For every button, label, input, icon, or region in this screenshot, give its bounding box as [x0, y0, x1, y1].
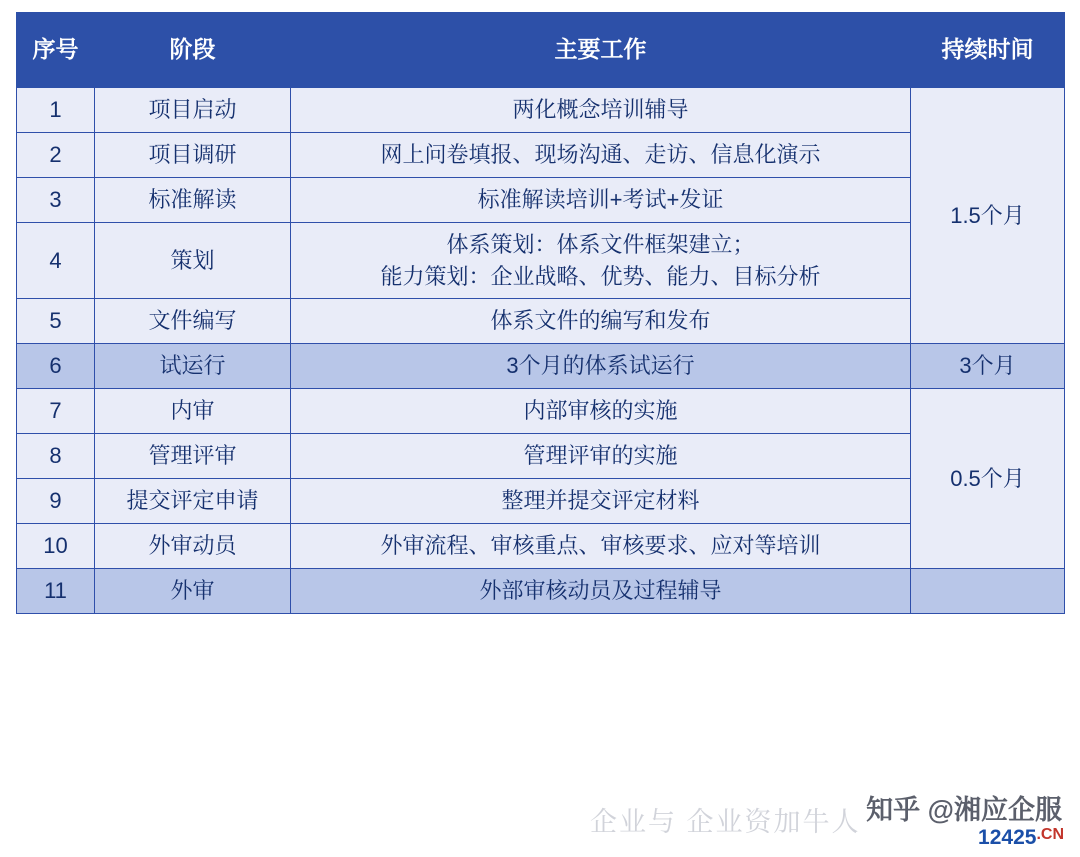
table-row: [17, 299, 1065, 344]
work-lines: [299, 440, 902, 472]
work-lines: [299, 229, 902, 293]
site-watermark-number: 12425: [978, 826, 1037, 849]
cell-no: 5: [17, 299, 95, 344]
table-row: [17, 434, 1065, 479]
cell-no: 7: [17, 389, 95, 434]
work-lines: [299, 575, 902, 607]
cell-stage: 内审: [95, 389, 291, 434]
cell-work: [291, 132, 911, 177]
cell-work: [291, 88, 911, 133]
work-lines: [299, 184, 902, 216]
cell-duration: 0.5个月: [911, 389, 1065, 569]
cell-work: [291, 389, 911, 434]
cell-no: 4: [17, 222, 95, 299]
work-lines: [299, 139, 902, 171]
cell-no: 2: [17, 132, 95, 177]
column-header-work: 主要工作: [291, 13, 911, 88]
cell-duration: [911, 568, 1065, 613]
work-line: 管理评审的实施: [523, 443, 678, 469]
work-line: 标准解读培训+考试+发证: [477, 186, 724, 212]
cell-no: 8: [17, 434, 95, 479]
table-body: [17, 88, 1065, 614]
cell-no: 10: [17, 523, 95, 568]
column-header-no: 序号: [17, 13, 95, 88]
cell-no: 11: [17, 568, 95, 613]
work-line: 内部审核的实施: [523, 398, 678, 424]
column-header-duration: 持续时间: [911, 13, 1065, 88]
work-line: 整理并提交评定材料: [501, 488, 700, 514]
work-lines: [299, 395, 902, 427]
work-line: 3个月的体系试运行: [506, 353, 695, 379]
cell-stage: 外审动员: [95, 523, 291, 568]
cell-no: 1: [17, 88, 95, 133]
table-header: [17, 13, 1065, 88]
plan-table-container: [16, 12, 1064, 614]
table-row: [17, 132, 1065, 177]
cell-stage: 试运行: [95, 344, 291, 389]
work-lines: [299, 305, 902, 337]
cell-work: [291, 344, 911, 389]
zhihu-watermark: 知乎 @湘应企服: [866, 795, 1062, 825]
work-line: 体系文件的编写和发布: [490, 308, 711, 334]
table-row: [17, 479, 1065, 524]
cell-stage: 项目启动: [95, 88, 291, 133]
cell-work: [291, 479, 911, 524]
table-row: [17, 88, 1065, 133]
cell-stage: 标准解读: [95, 177, 291, 222]
work-line: 能力策划：企业战略、优势、能力、目标分析: [380, 263, 821, 289]
work-line: 网上问卷填报、现场沟通、走访、信息化演示: [380, 141, 821, 167]
cell-no: 9: [17, 479, 95, 524]
work-line: 外部审核动员及过程辅导: [479, 577, 722, 603]
center-watermark: 企业与 企业资加牛人: [590, 807, 861, 837]
table-row: [17, 177, 1065, 222]
work-line: 两化概念培训辅导: [512, 97, 689, 122]
cell-stage: 策划: [95, 222, 291, 299]
site-watermark: [978, 826, 1064, 850]
cell-work: [291, 299, 911, 344]
cell-stage: 文件编写: [95, 299, 291, 344]
table-row: [17, 344, 1065, 389]
table-row: [17, 523, 1065, 568]
work-lines: [299, 94, 902, 126]
cell-stage: 提交评定申请: [95, 479, 291, 524]
work-line: 体系策划：体系文件框架建立；: [446, 231, 755, 257]
work-lines: [299, 350, 902, 382]
column-header-stage: 阶段: [95, 13, 291, 88]
cell-no: 3: [17, 177, 95, 222]
cell-work: [291, 434, 911, 479]
cell-work: [291, 177, 911, 222]
cell-work: [291, 222, 911, 299]
table-row: [17, 568, 1065, 613]
table-row: [17, 222, 1065, 299]
work-lines: [299, 485, 902, 517]
cell-work: [291, 568, 911, 613]
cell-work: [291, 523, 911, 568]
cell-stage: 外审: [95, 568, 291, 613]
header-row: [17, 13, 1065, 88]
table-row: [17, 389, 1065, 434]
cell-duration: 1.5个月: [911, 88, 1065, 344]
cell-no: 6: [17, 344, 95, 389]
implementation-plan-table: [16, 12, 1065, 614]
cell-stage: 管理评审: [95, 434, 291, 479]
cell-duration: 3个月: [911, 344, 1065, 389]
work-lines: [299, 530, 902, 562]
cell-stage: 项目调研: [95, 132, 291, 177]
site-watermark-suffix: .CN: [1036, 826, 1064, 843]
work-line: 外审流程、审核重点、审核要求、应对等培训: [380, 532, 821, 558]
